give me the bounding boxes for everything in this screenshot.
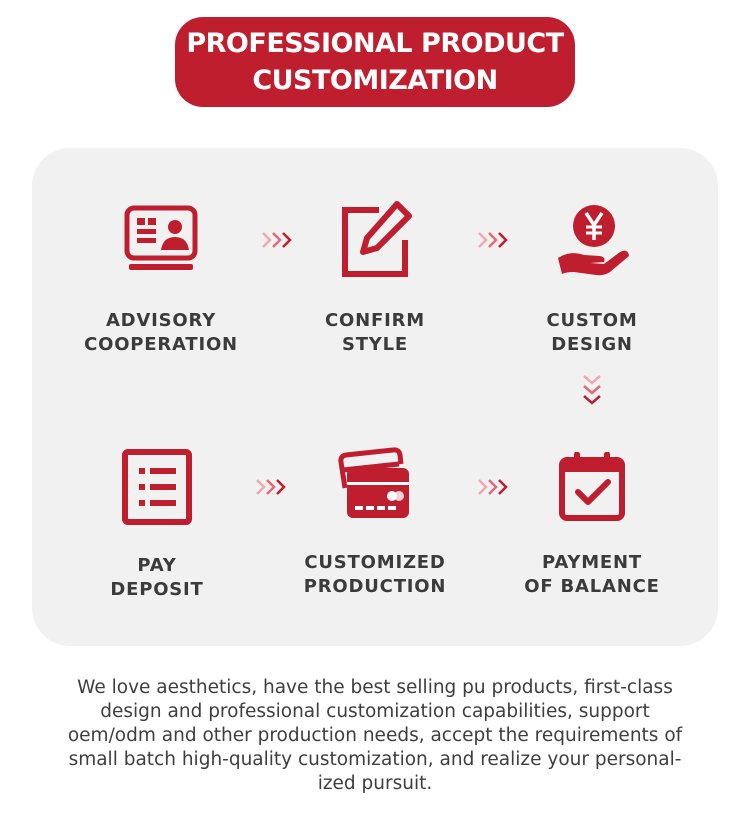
step-custom-design <box>492 200 692 357</box>
step-confirm-style <box>275 200 475 357</box>
id-card-icon <box>121 200 201 280</box>
step-label: PAYMENT OF BALANCE <box>524 552 660 597</box>
step-label: PAY DEPOSIT <box>110 555 204 600</box>
arrow-down-icon <box>582 375 602 407</box>
description-text: We love aesthetics, have the best selling pu products, first-class design and professional customization capabilities, support oem/odm and other production needs, accept the requirements of small batch high-quality customization, and realize your personal- ized pursuit. <box>67 677 683 794</box>
edit-icon <box>335 200 415 280</box>
step-pay-deposit <box>57 446 257 602</box>
step-label: CUSTOM DESIGN <box>546 310 638 355</box>
list-document-icon <box>117 446 197 526</box>
calendar-check-icon <box>552 446 632 526</box>
step-advisory-cooperation <box>61 200 261 357</box>
step-customized-production <box>275 446 475 599</box>
title-line-1: PROFESSIONAL PRODUCT <box>186 28 564 59</box>
credit-card-icon <box>335 446 415 526</box>
step-label: ADVISORY COOPERATION <box>84 310 238 355</box>
yen-coin-hand-icon <box>552 200 632 280</box>
step-label: CUSTOMIZED PRODUCTION <box>303 552 447 597</box>
step-label: CONFIRM STYLE <box>325 310 425 355</box>
title-line-2: CUSTOMIZATION <box>252 65 498 96</box>
step-payment-of-balance <box>492 446 692 599</box>
title-banner <box>175 17 575 107</box>
